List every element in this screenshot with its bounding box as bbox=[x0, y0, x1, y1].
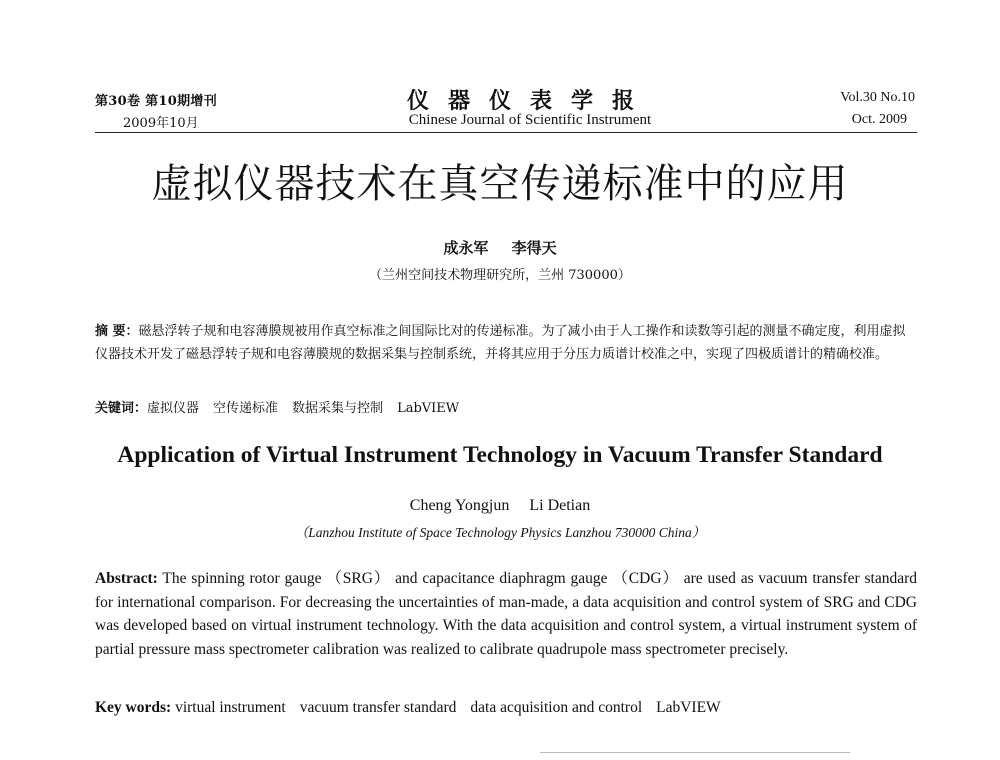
author-en: Cheng Yongjun bbox=[409, 497, 510, 514]
authors-cn: 成永军 李得天 bbox=[443, 239, 557, 257]
paper-title-en: Application of Virtual Instrument Technology in Vacuum Transfer Standard bbox=[117, 442, 883, 468]
keyword-cn: LabVIEW bbox=[397, 401, 460, 416]
authors-en bbox=[0, 497, 1000, 515]
keyword-en: vacuum transfer standard bbox=[299, 699, 457, 716]
issue-date-en: Oct. 2009 bbox=[851, 112, 907, 127]
header-rule bbox=[95, 132, 917, 133]
keyword-cn: 空传递标准 bbox=[213, 401, 279, 416]
keyword-en: virtual instrument bbox=[175, 699, 286, 716]
keywords-cn-label: 关键词： bbox=[95, 401, 148, 416]
issue-date-cn: 2009年10月 bbox=[123, 116, 199, 131]
volume-issue: 第30卷 第10期增刊 bbox=[95, 94, 218, 109]
keyword-en: data acquisition and control bbox=[470, 699, 643, 716]
next-page-text-cutoff bbox=[540, 752, 850, 753]
journal-name-en: Chinese Journal of Scientific Instrument bbox=[408, 112, 652, 128]
abstract-en-text: The spinning rotor gauge （SRG） and capacitance diaphragm gauge （CDG） are used as vacuum transfer standard for international comparison. For decreasing the uncertainties of man-made, a data acquisition and control system of SRG and CDG was developed based on virtual instrument technology. With the data acquisition and control system, a virtual instrument system of partial pressure mass spectrometer calibration was realized to calibrate quadrupole mass spectrometer precisely. bbox=[95, 570, 917, 658]
paper-title-cn: 虚拟仪器技术在真空传递标准中的应用 bbox=[151, 161, 849, 207]
journal-name-cn: 仪器仪表学报 bbox=[406, 88, 653, 114]
keywords-en-label: Key words: bbox=[95, 699, 172, 716]
abstract-en-label: Abstract: bbox=[95, 570, 158, 587]
keywords-cn bbox=[95, 397, 917, 416]
affiliation-cn: （兰州空间技术物理研究所，兰州 730000） bbox=[369, 268, 631, 283]
abstract-cn bbox=[95, 320, 917, 366]
keyword-cn: 数据采集与控制 bbox=[292, 401, 384, 416]
abstract-en bbox=[95, 567, 917, 661]
keyword-cn: 虚拟仪器 bbox=[147, 401, 200, 416]
volume-en: Vol.30 No.10 bbox=[840, 90, 915, 105]
abstract-cn-label: 摘 要： bbox=[95, 324, 139, 339]
abstract-cn-text: 磁悬浮转子规和电容薄膜规被用作真空标准之间国际比对的传递标准。为了减小由于人工操作和读数等引起的测量不确定度，利用虚拟仪器技术开发了磁悬浮转子规和电容薄膜规的数据采集与控制系统，并将其应用于分压力质谱计校准之中，实现了四极质谱计的精确校准。 bbox=[95, 324, 906, 362]
affiliation-en: （Lanzhou Institute of Space Technology Physics Lanzhou 730000 China） bbox=[294, 525, 706, 540]
keywords-en bbox=[95, 699, 917, 717]
keyword-en: LabVIEW bbox=[656, 699, 721, 716]
author-en: Li Detian bbox=[529, 497, 591, 514]
